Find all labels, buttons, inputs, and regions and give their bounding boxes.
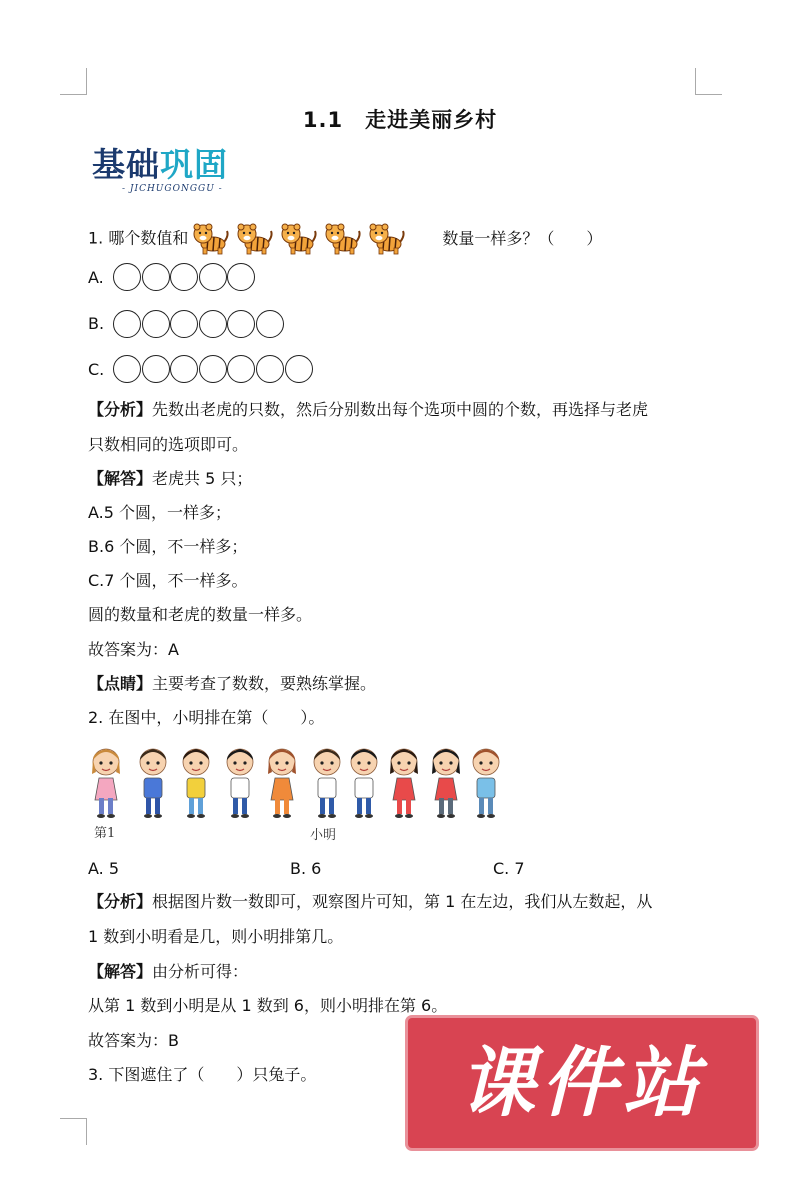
circle-shape (227, 310, 255, 338)
q2-answer-detail: 从第 1 数到小明是从 1 数到 6，则小明排在第 6。 (88, 996, 448, 1015)
q2-option-b: B. 6 (290, 859, 322, 878)
label-xiaoming: 小明 (310, 828, 337, 843)
label-first: 第1 (94, 826, 116, 841)
child-figure (178, 744, 214, 824)
q1-option-c-label: C. (88, 360, 105, 379)
q2-final-answer: 故答案为：B (88, 1031, 179, 1050)
q1-option-b-label: B. (88, 314, 105, 333)
tiger-icon (236, 229, 274, 248)
circle-shape (113, 310, 141, 338)
watermark-text: 课件站 (459, 1038, 705, 1127)
circle-shape (285, 355, 313, 383)
q1-analysis: 【分析】先数出老虎的只数，然后分别数出每个选项中圆的个数，再选择与老虎 (88, 400, 649, 419)
circle-shape (199, 263, 227, 291)
page-corner-mark (695, 68, 722, 95)
tiger-image-group (192, 222, 412, 256)
q1-option-b-circles (113, 310, 285, 338)
q1-answer-b: B.6 个圆，不一样多； (88, 537, 248, 556)
page-corner-mark (60, 68, 87, 95)
q2-question: 2. 在图中，小明排在第（ ）。 (88, 708, 325, 727)
circle-shape (256, 355, 284, 383)
circle-shape (170, 263, 198, 291)
circle-shape (113, 355, 141, 383)
child-figure (264, 744, 300, 824)
q1-option-c-circles (113, 355, 313, 383)
circle-shape (199, 310, 227, 338)
child-figure (135, 744, 171, 824)
child-figure (309, 744, 345, 824)
circle-shape (170, 355, 198, 383)
q1-answer-c: C.7 个圆，不一样多。 (88, 571, 248, 590)
q3-question: 3. 下图遮住了（ ）只兔子。 (88, 1065, 317, 1084)
circle-shape (256, 310, 284, 338)
q1-option-a-label: A. (88, 268, 104, 287)
tiger-icon (368, 229, 406, 248)
q2-option-a: A. 5 (88, 859, 120, 878)
logo-subtitle: - JICHUGONGGU - (122, 184, 223, 194)
q1-question: 1. 哪个数值和 数量一样多？（ ） (88, 222, 602, 256)
child-figure (386, 744, 422, 824)
q2-analysis: 【分析】根据图片数一数即可，观察图片可知，第 1 在左边，我们从左数起，从 (88, 892, 653, 911)
q1-answer: 【解答】老虎共 5 只； (88, 469, 253, 488)
q1-conclusion: 圆的数量和老虎的数量一样多。 (88, 605, 313, 624)
q1-point: 【点睛】主要考查了数数，要熟练掌握。 (88, 674, 377, 693)
q1-answer-a: A.5 个圆，一样多； (88, 503, 232, 522)
logo-text-secondary: 巩固 (160, 145, 228, 184)
section-logo (92, 146, 252, 200)
child-figure (222, 744, 258, 824)
tiger-icon (192, 229, 230, 248)
children-lineup-image (88, 740, 508, 822)
q2-option-c: C. 7 (493, 859, 525, 878)
child-figure (346, 744, 382, 824)
circle-shape (199, 355, 227, 383)
circle-shape (227, 263, 255, 291)
q2-analysis-cont: 1 数到小明看是几，则小明排第几。 (88, 927, 344, 946)
watermark-stamp (408, 1018, 756, 1148)
q1-analysis-cont: 只数相同的选项即可。 (88, 435, 249, 454)
page-corner-mark (60, 1118, 87, 1145)
circle-shape (227, 355, 255, 383)
circle-shape (113, 263, 141, 291)
q1-option-a-circles (113, 263, 256, 291)
circle-shape (142, 263, 170, 291)
child-figure (428, 744, 464, 824)
tiger-icon (280, 229, 318, 248)
circle-shape (142, 310, 170, 338)
circle-shape (170, 310, 198, 338)
circle-shape (142, 355, 170, 383)
tiger-icon (324, 229, 362, 248)
q2-answer: 【解答】由分析可得： (88, 962, 249, 981)
child-figure (88, 744, 124, 824)
logo-text-primary: 基础 (92, 145, 160, 184)
q1-final-answer: 故答案为：A (88, 640, 179, 659)
child-figure (468, 744, 504, 824)
page-title: 1.1 走进美丽乡村 (302, 108, 498, 132)
